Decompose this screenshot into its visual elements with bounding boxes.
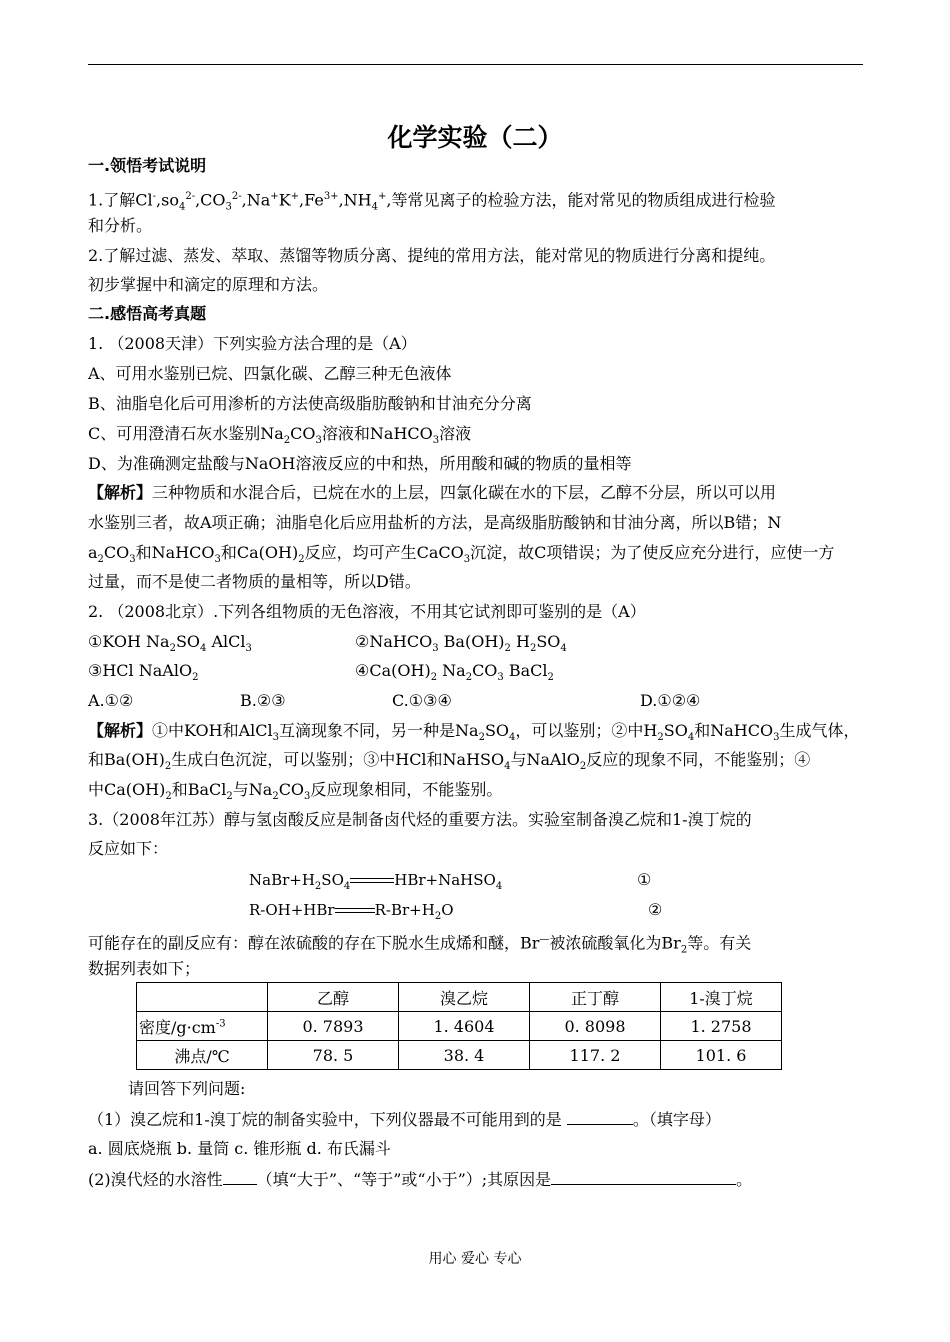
q3-stem: 3.（2008年江苏）醇与氢卤酸反应是制备卤代烃的重要方法。实验室制备溴乙烷和1-溴丁烷的 <box>88 810 752 829</box>
q1-option-d: D、为准确测定盐酸与NaOH溶液反应的中和热，所用酸和碱的物质的量相等 <box>88 454 632 473</box>
q2-option-a: A.①② <box>88 691 134 710</box>
table-header-row <box>137 983 782 1012</box>
equation-2-number: ② <box>648 900 663 919</box>
q1-option-c: C、可用澄清石灰水鉴别$Na_2CO_3$溶液和NaHCO$_3$溶液 <box>88 424 472 447</box>
q1-analysis-line-3: $a_2CO_3$和NaHCO$_3$和$Ca(OH)_2$反应，均可产生CaCO$_3$沉淀，故C项错误；为了使反应充分进行，应使一方 <box>88 543 835 566</box>
reversible-arrow-icon <box>335 908 375 914</box>
q2-stem: 2. （2008北京）.下列各组物质的无色溶液，不用其它试剂即可鉴别的是（A） <box>88 602 646 621</box>
answer-blank-2[interactable] <box>223 1168 257 1185</box>
q2-analysis-line-2: 和$Ba(OH)_2$生成白色沉淀，可以鉴别；③中HCl和NaHSO$_4$与NaAlO$_2$反应的现象不同，不能鉴别；④ <box>88 750 811 773</box>
q2-analysis-line-1: 【解析】①中KOH和AlCl$_3$互滴现象不同，另一种是$Na_2SO_4$，可以鉴别；②中$H_2SO_4$和NaHCO$_3$生成气体， <box>88 721 860 744</box>
q1-analysis-line-1: 【解析】三种物质和水混合后，已烷在水的上层，四氯化碳在水的下层，乙醇不分层，所以可以用 <box>88 483 777 502</box>
table-cell: 1. 2758 <box>661 1012 782 1041</box>
table-row <box>137 1012 782 1041</box>
table-header-cell: 1-溴丁烷 <box>661 983 782 1012</box>
table-cell: 0. 8098 <box>530 1012 661 1041</box>
q2-option-d: D.①②④ <box>640 691 701 710</box>
answer-blank-1[interactable] <box>567 1108 633 1125</box>
table-cell: 101. 6 <box>661 1041 782 1070</box>
sec1-item-1-cont: 和分析。 <box>88 216 153 235</box>
q1-analysis-line-2: 水鉴别三者，故A项正确；油脂皂化后应用盐析的方法，是高级脂肪酸钠和甘油分离，所以B错；N <box>88 513 782 532</box>
q3-side-reaction: 可能存在的副反应有：醇在浓硫酸的存在下脱水生成烯和醚，Br—被浓硫酸氧化为$Br_2$等。有关 <box>88 933 752 956</box>
q2-group-1: ①KOH $Na_2SO_4$ AlCl$_3$ <box>88 632 252 655</box>
q2-group-4: $④Ca(OH)_2$ $Na_2CO_3$ BaCl$_2$ <box>355 661 554 684</box>
equation-1-number: ① <box>637 870 652 889</box>
table-header-cell <box>137 983 268 1012</box>
section-heading-1: 一.领悟考试说明 <box>88 156 207 175</box>
data-table <box>136 982 782 1070</box>
sec1-item-2-cont: 初步掌握中和滴定的原理和方法。 <box>88 275 329 294</box>
page-title: 化学实验（二） <box>387 123 563 152</box>
row-label-density: 密度$/g\cdot cm^{-3}$ <box>137 1012 268 1041</box>
q1-stem: 1. （2008天津）下列实验方法合理的是（A） <box>88 334 417 353</box>
q3-sub-question-1: （1）溴乙烷和1-溴丁烷的制备实验中，下列仪器最不可能用到的是 。（填字母） <box>88 1110 721 1129</box>
table-header-cell: 正丁醇 <box>530 983 661 1012</box>
table-cell: 38. 4 <box>399 1041 530 1070</box>
q3-stem-cont: 反应如下： <box>88 839 169 858</box>
sec1-item-2: 2.了解过滤、蒸发、萃取、蒸馏等物质分离、提纯的常用方法，能对常见的物质进行分离和提纯。 <box>88 246 776 265</box>
equation-2: R-OH+HBr $R-Br+H_2O$ <box>249 901 454 922</box>
table-cell: 78. 5 <box>268 1041 399 1070</box>
q3-prompt: 请回答下列问题: <box>128 1079 246 1098</box>
q2-option-c: C.①③④ <box>392 691 452 710</box>
q3-sub-question-2: (2)溴代烃的水溶性 （填“大于”、“等于”或“小于”）;其原因是 。 <box>88 1170 753 1189</box>
q2-group-2: ②NaHCO$_3$ $Ba(OH)_2$ $H_2SO_4$ <box>355 632 567 655</box>
q2-analysis-line-3: 中$Ca(OH)_2$和BaCl$_2$与$Na_2CO_3$反应现象相同，不能鉴别。 <box>88 780 503 803</box>
q1-option-b: B、油脂皂化后可用渗析的方法使高级脂肪酸钠和甘油充分分离 <box>88 394 532 413</box>
table-header-cell: 溴乙烷 <box>399 983 530 1012</box>
row-label-boiling-point: 沸点/℃ <box>137 1041 268 1070</box>
header-rule <box>88 64 863 65</box>
table-cell: 117. 2 <box>530 1041 661 1070</box>
sec1-item-1: 1.了解$Cl^-,so_4^{2-},CO_3^{2-},Na^+K^+,Fe^{3+},NH_4^+$,等常见离子的检验方法，能对常见的物质组成进行检验 <box>88 190 776 213</box>
q2-group-3: ③HCl NaAlO$_2$ <box>88 661 199 684</box>
q1-analysis-line-4: 过量，而不是使二者物质的量相等，所以D错。 <box>88 572 421 591</box>
table-cell: 0. 7893 <box>268 1012 399 1041</box>
q2-option-b: B.②③ <box>240 691 286 710</box>
q3-data-intro: 数据列表如下； <box>88 959 201 978</box>
table-header-cell: 乙醇 <box>268 983 399 1012</box>
equation-1: $NaBr+H_2SO_4$ HBr+NaHSO$_4$ <box>249 871 503 892</box>
page-footer: 用心 爱心 专心 <box>428 1251 522 1267</box>
equals-sign-icon <box>350 878 394 884</box>
q1-option-a: A、可用水鉴别已烷、四氯化碳、乙醇三种无色液体 <box>88 364 452 383</box>
table-row <box>137 1041 782 1070</box>
answer-blank-3[interactable] <box>551 1168 736 1185</box>
table-cell: 1. 4604 <box>399 1012 530 1041</box>
q3-choices: a. 圆底烧瓶 b. 量筒 c. 锥形瓶 d. 布氏漏斗 <box>88 1139 391 1158</box>
section-heading-2: 二.感悟高考真题 <box>88 304 207 323</box>
